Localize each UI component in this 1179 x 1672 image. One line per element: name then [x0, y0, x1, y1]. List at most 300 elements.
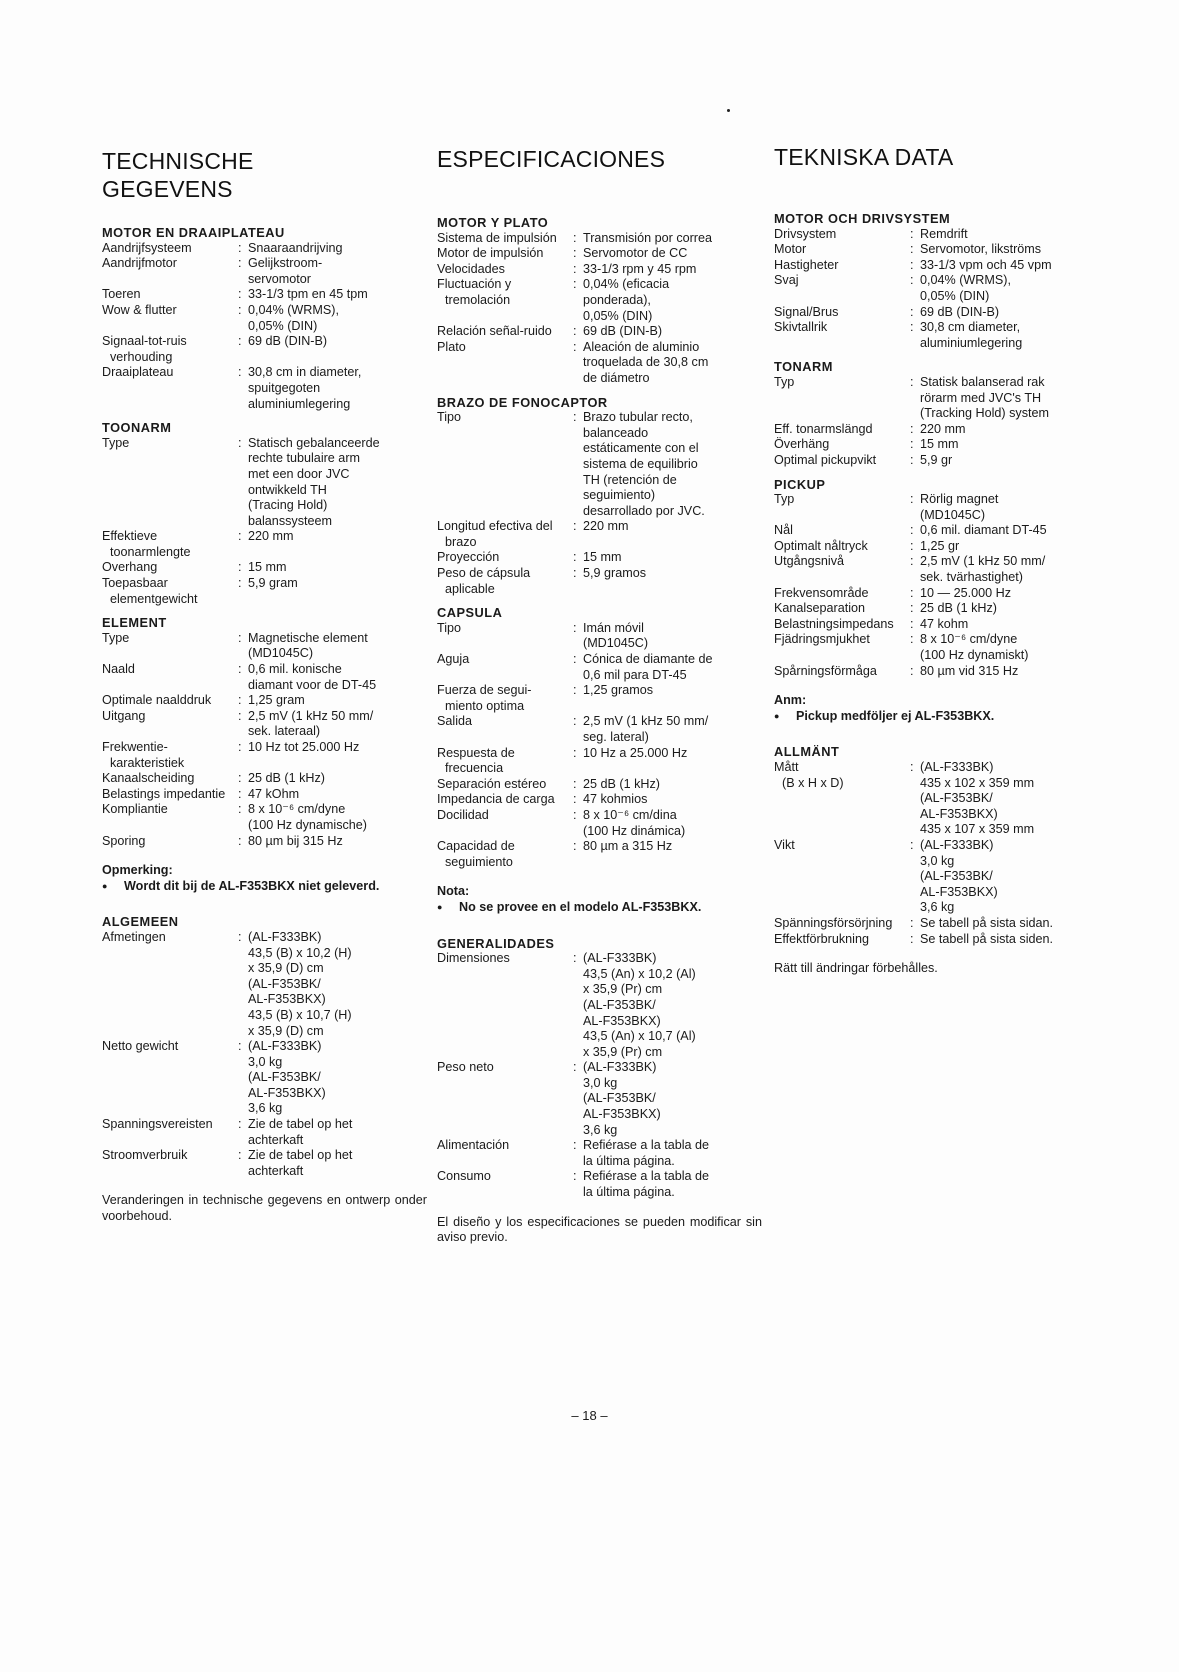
- colon-separator: :: [910, 421, 914, 436]
- spec-value: [238, 334, 427, 365]
- value-line: diamant voor de DT-45: [248, 677, 377, 692]
- value-lines: [583, 410, 705, 519]
- colon-separator: :: [238, 435, 242, 450]
- value-lines: [920, 258, 1052, 274]
- colon-separator: :: [910, 760, 914, 774]
- spec-value: [910, 320, 1099, 351]
- colon-separator: :: [573, 246, 577, 261]
- spec-label: [102, 256, 238, 287]
- colon-separator: :: [573, 951, 577, 966]
- value-lines: [248, 256, 322, 287]
- spec-value: [910, 916, 1099, 932]
- value-line: 8 x 10⁻⁶ cm/dyne: [248, 802, 346, 817]
- section-heading: MOTOR EN DRAAIPLATEAU: [102, 225, 285, 240]
- spec-label: [774, 916, 910, 932]
- section-heading: PICKUP: [774, 476, 826, 492]
- column-title: [437, 145, 762, 173]
- value-line: sistema de equilibrio: [583, 456, 698, 471]
- title-line: ESPECIFICACIONES: [437, 146, 666, 172]
- colon-separator: :: [573, 277, 577, 292]
- spec-row: [437, 746, 762, 777]
- spec-row: [774, 437, 1099, 453]
- value-line: x 35,9 (D) cm: [248, 1023, 324, 1038]
- value-line: 15 mm: [248, 560, 287, 575]
- spec-label: [102, 802, 238, 833]
- value-line: 47 kohm: [920, 616, 969, 631]
- spec-value: [573, 550, 762, 566]
- value-lines: [920, 539, 959, 555]
- label-line: Naald: [102, 662, 135, 677]
- section-heading: MOTOR Y PLATO: [437, 215, 549, 230]
- label-line: Overhang: [102, 560, 158, 575]
- value-line: AL-F353BKX): [920, 806, 998, 821]
- value-lines: [583, 777, 660, 793]
- spec-label: [102, 771, 238, 787]
- spec-value: [910, 242, 1099, 258]
- spec-row: [774, 601, 1099, 617]
- value-line: (AL-F333BK): [583, 951, 657, 966]
- value-line: (AL-F353BK/: [248, 976, 321, 991]
- spec-label: [437, 246, 573, 262]
- value-lines: [248, 787, 299, 803]
- spec-value: [238, 576, 427, 607]
- label-line: Signal/Brus: [774, 304, 839, 319]
- spec-value: [910, 586, 1099, 602]
- value-line: 80 µm a 315 Hz: [583, 839, 673, 854]
- label-line: Type: [102, 630, 130, 645]
- value-line: 69 dB (DIN-B): [920, 304, 1000, 319]
- spec-row: [437, 246, 762, 262]
- spec-value: [910, 932, 1099, 948]
- value-line: Imán móvil: [583, 620, 644, 635]
- spec-value: [910, 523, 1099, 539]
- spec-label: [774, 664, 910, 680]
- value-line: Statisch gebalanceerde: [248, 435, 380, 450]
- spec-row: [102, 709, 427, 740]
- spec-row: [774, 305, 1099, 321]
- label-line: Belastings impedantie: [102, 786, 226, 801]
- spec-value: [573, 683, 762, 714]
- value-lines: [248, 662, 376, 693]
- colon-separator: :: [910, 538, 914, 553]
- spec-row: [437, 652, 762, 683]
- value-line: Se tabell på sista sidan.: [920, 915, 1054, 930]
- spec-value: [238, 693, 427, 709]
- value-line: achterkaft: [248, 1132, 304, 1147]
- spec-label: [102, 1117, 238, 1148]
- spec-row: [774, 632, 1099, 663]
- spec-value: [238, 256, 427, 287]
- spec-label: [102, 709, 238, 740]
- colon-separator: :: [573, 807, 577, 822]
- spec-value: [910, 601, 1099, 617]
- spec-value: [238, 834, 427, 850]
- spec-row: [102, 693, 427, 709]
- label-line: Peso de cápsula: [437, 566, 531, 581]
- value-lines: [583, 1138, 709, 1169]
- spec-label: [102, 560, 238, 576]
- spec-value: [238, 662, 427, 693]
- value-line: 33-1/3 rpm y 45 rpm: [583, 261, 697, 276]
- spec-label: [102, 740, 238, 771]
- value-line: servomotor: [248, 271, 311, 286]
- label-line: frecuencia: [445, 761, 504, 776]
- value-line: rörarm med JVC's TH: [920, 390, 1042, 405]
- label-line: Sporing: [102, 833, 146, 848]
- value-line: 3,6 kg: [583, 1122, 618, 1137]
- value-line: 47 kohmios: [583, 792, 648, 807]
- value-lines: [920, 554, 1045, 585]
- footer-remark: Veranderingen in technische gegevens en ontwerp onder voorbehoud.: [102, 1193, 427, 1224]
- colon-separator: :: [238, 929, 242, 944]
- spec-label: [437, 808, 573, 839]
- spec-value: [910, 273, 1099, 304]
- spec-row: [437, 324, 762, 340]
- value-line: 0,04% (eficacia: [583, 277, 670, 292]
- spec-value: [573, 746, 762, 777]
- value-line: Servomotor, likströms: [920, 242, 1042, 257]
- spec-value: [238, 631, 427, 662]
- colon-separator: :: [573, 792, 577, 807]
- value-lines: [920, 453, 952, 469]
- note-title: Anm:: [774, 693, 807, 708]
- spec-label: [102, 631, 238, 662]
- colon-separator: :: [238, 693, 242, 708]
- value-line: 1,25 gram: [248, 693, 305, 708]
- spec-row: [102, 631, 427, 662]
- value-line: (MD1045C): [583, 636, 649, 651]
- spec-row: [437, 777, 762, 793]
- value-lines: [583, 231, 712, 247]
- value-line: 2,5 mV (1 kHz 50 mm/: [583, 714, 709, 729]
- spec-row: [437, 1138, 762, 1169]
- value-line: 10 Hz tot 25.000 Hz: [248, 740, 360, 754]
- spec-label: [437, 1169, 573, 1200]
- spec-row: [102, 365, 427, 412]
- column-spanish: [437, 145, 762, 1246]
- spec-row: [102, 529, 427, 560]
- section-heading: ALLMÄNT: [774, 744, 840, 760]
- value-line: (AL-F353BK/: [920, 869, 993, 884]
- label-line: Wow & flutter: [102, 302, 177, 317]
- value-lines: [583, 839, 672, 870]
- value-line: 33-1/3 vpm och 45 vpm: [920, 257, 1052, 272]
- spec-label: [437, 277, 573, 324]
- label-line: Frekvensområde: [774, 585, 869, 600]
- value-lines: [248, 334, 327, 365]
- label-line: Optimale naalddruk: [102, 693, 212, 708]
- value-line: 5,9 gr: [920, 452, 953, 467]
- value-lines: [583, 714, 708, 745]
- value-lines: [248, 1148, 352, 1179]
- value-line: 0,05% (DIN): [248, 318, 318, 333]
- spec-value: [910, 554, 1099, 585]
- spec-label: [437, 652, 573, 683]
- spec-row: [102, 256, 427, 287]
- spec-value: [573, 714, 762, 745]
- colon-separator: :: [238, 802, 242, 817]
- value-line: 3,0 kg: [583, 1075, 618, 1090]
- note-title: Nota:: [437, 884, 470, 899]
- value-line: (100 Hz dinámica): [583, 823, 686, 838]
- value-line: 43,5 (B) x 10,7 (H): [248, 1007, 352, 1022]
- value-line: AL-F353BKX): [583, 1107, 661, 1122]
- spec-row: [102, 1148, 427, 1179]
- value-line: AL-F353BKX): [583, 1013, 661, 1028]
- value-line: 30,8 cm diameter,: [920, 320, 1021, 335]
- value-lines: [583, 792, 647, 808]
- label-line: Salida: [437, 714, 473, 729]
- spec-label: [437, 746, 573, 777]
- spec-value: [238, 1117, 427, 1148]
- spec-label: [774, 242, 910, 258]
- value-lines: [920, 422, 966, 438]
- label-line: Netto gewicht: [102, 1039, 179, 1054]
- spec-row: [102, 740, 427, 771]
- spec-label: [774, 586, 910, 602]
- colon-separator: :: [573, 519, 577, 534]
- label-line: Utgångsnivå: [774, 554, 845, 569]
- spec-row: [774, 273, 1099, 304]
- spec-value: [238, 365, 427, 412]
- label-line: Tipo: [437, 410, 462, 425]
- value-line: Rörlig magnet: [920, 492, 999, 507]
- spec-row: [102, 1117, 427, 1148]
- spec-row: [437, 1169, 762, 1200]
- value-lines: [248, 365, 361, 412]
- spec-value: [910, 838, 1099, 916]
- spec-row: [437, 839, 762, 870]
- note-bullet: [437, 900, 762, 916]
- value-lines: [920, 586, 1011, 602]
- spec-row: [437, 792, 762, 808]
- page-number: – 18 –: [571, 1408, 608, 1423]
- value-line: balanssysteem: [248, 513, 332, 528]
- label-line: Effektförbrukning: [774, 931, 869, 946]
- value-line: Remdrift: [920, 226, 968, 241]
- spec-row: [102, 576, 427, 607]
- colon-separator: :: [238, 529, 242, 544]
- spec-row: [774, 523, 1099, 539]
- colon-separator: :: [910, 452, 914, 467]
- value-line: 5,9 gramos: [583, 566, 646, 581]
- value-line: 15 mm: [583, 550, 622, 565]
- spec-row: [437, 519, 762, 550]
- value-line: Snaaraandrijving: [248, 240, 343, 255]
- label-line: Svaj: [774, 273, 799, 288]
- value-line: 80 µm bij 315 Hz: [248, 833, 343, 848]
- spec-value: [573, 621, 762, 652]
- spec-value: [910, 632, 1099, 663]
- spec-row: [437, 683, 762, 714]
- footer-remark: Rätt till ändringar förbehålles.: [774, 961, 938, 976]
- spec-row: [774, 539, 1099, 555]
- spec-label: [774, 838, 910, 916]
- spec-value: [910, 227, 1099, 243]
- spec-label: [437, 340, 573, 387]
- value-line: Zie de tabel op het: [248, 1117, 353, 1132]
- value-lines: [920, 617, 968, 633]
- label-line: Toepasbaar: [102, 576, 168, 591]
- spec-value: [910, 492, 1099, 523]
- value-lines: [248, 576, 298, 607]
- footer-remark: El diseño y los especificaciones se pueden modificar sin aviso previo.: [437, 1214, 762, 1245]
- value-line: AL-F353BKX): [920, 884, 998, 899]
- value-line: 3,6 kg: [248, 1101, 283, 1116]
- spec-label: [102, 241, 238, 257]
- colon-separator: :: [238, 560, 242, 575]
- label-line: Velocidades: [437, 261, 505, 276]
- value-line: x 35,9 (Pr) cm: [583, 982, 663, 997]
- label-line: Capacidad de: [437, 839, 515, 854]
- spec-label: [774, 492, 910, 523]
- note-text: Wordt dit bij de AL-F353BKX niet geleverd.: [124, 878, 380, 893]
- spec-value: [573, 410, 762, 519]
- colon-separator: :: [573, 1169, 577, 1184]
- value-line: la última página.: [583, 1185, 675, 1200]
- spec-row: [437, 566, 762, 597]
- spec-label: [102, 436, 238, 530]
- spec-row: [102, 771, 427, 787]
- value-line: 3,6 kg: [920, 900, 955, 915]
- colon-separator: :: [238, 833, 242, 848]
- label-line: Fjädringsmjukhet: [774, 632, 870, 647]
- label-line: brazo: [445, 534, 477, 549]
- value-line: TH (retención de: [583, 472, 677, 487]
- value-line: 0,6 mil para DT-45: [583, 667, 687, 682]
- note-title: Opmerking:: [102, 863, 173, 878]
- spec-value: [573, 951, 762, 1060]
- value-lines: [920, 838, 998, 916]
- colon-separator: :: [573, 550, 577, 565]
- spec-value: [238, 1039, 427, 1117]
- value-line: 5,9 gram: [248, 576, 298, 591]
- value-lines: [583, 808, 685, 839]
- colon-separator: :: [573, 1060, 577, 1075]
- column-title: [774, 143, 1099, 171]
- colon-separator: :: [573, 566, 577, 581]
- value-lines: [583, 683, 653, 714]
- colon-separator: :: [910, 437, 914, 452]
- value-line: 1,25 gramos: [583, 683, 654, 698]
- spec-value: [910, 437, 1099, 453]
- spec-row: [774, 258, 1099, 274]
- spec-label: [437, 262, 573, 278]
- spec-label: [437, 566, 573, 597]
- value-line: (AL-F333BK): [920, 837, 994, 852]
- value-lines: [920, 227, 968, 243]
- value-line: seguimiento): [583, 488, 656, 503]
- spec-value: [238, 303, 427, 334]
- label-line: Alimentación: [437, 1138, 510, 1153]
- spec-label: [437, 1060, 573, 1138]
- value-line: 2,5 mV (1 kHz 50 mm/: [248, 708, 374, 723]
- value-line: 3,0 kg: [920, 853, 955, 868]
- value-lines: [583, 746, 687, 777]
- spec-label: [774, 601, 910, 617]
- note-block: [102, 863, 427, 894]
- value-line: Zie de tabel op het: [248, 1148, 353, 1163]
- spec-label: [102, 576, 238, 607]
- colon-separator: :: [238, 662, 242, 677]
- value-lines: [583, 277, 669, 324]
- value-line: Statisk balanserad rak: [920, 374, 1045, 389]
- value-lines: [248, 834, 343, 850]
- section-heading: BRAZO DE FONOCAPTOR: [437, 394, 608, 410]
- value-lines: [583, 1060, 661, 1138]
- value-line: Servomotor de CC: [583, 246, 688, 261]
- value-line: desarrollado por JVC.: [583, 503, 705, 518]
- value-lines: [920, 273, 1011, 304]
- spec-value: [910, 760, 1099, 838]
- spec-label: [437, 839, 573, 870]
- spec-row: [437, 951, 762, 1060]
- value-lines: [920, 320, 1022, 351]
- value-line: (MD1045C): [920, 507, 986, 522]
- label-line: Optimalt nåltryck: [774, 538, 868, 553]
- colon-separator: :: [910, 226, 914, 241]
- value-line: (100 Hz dynamiskt): [920, 648, 1029, 663]
- value-line: 0,05% (DIN): [583, 308, 653, 323]
- value-lines: [248, 1039, 326, 1117]
- value-lines: [583, 324, 662, 340]
- value-line: spuitgegoten: [248, 380, 321, 395]
- value-lines: [583, 951, 696, 1060]
- colon-separator: :: [910, 601, 914, 616]
- spec-row: [437, 277, 762, 324]
- label-line: Impedancia de carga: [437, 792, 555, 807]
- spec-value: [238, 436, 427, 530]
- spec-label: [102, 303, 238, 334]
- value-line: (Tracking Hold) system: [920, 406, 1049, 421]
- spec-value: [910, 453, 1099, 469]
- spec-label: [437, 792, 573, 808]
- label-line: Effektieve: [102, 529, 158, 544]
- spec-label: [437, 410, 573, 519]
- label-line: Aandrijfsysteem: [102, 240, 192, 255]
- spec-label: [102, 1039, 238, 1117]
- value-line: 8 x 10⁻⁶ cm/dyne: [920, 632, 1018, 647]
- value-lines: [920, 916, 1053, 932]
- spec-row: [437, 340, 762, 387]
- colon-separator: :: [910, 320, 914, 335]
- spec-row: [102, 560, 427, 576]
- value-lines: [583, 519, 629, 550]
- label-line: Överhäng: [774, 437, 830, 452]
- spec-label: [774, 554, 910, 585]
- label-line: Kanalseparation: [774, 601, 866, 616]
- colon-separator: :: [238, 302, 242, 317]
- colon-separator: :: [573, 745, 577, 760]
- spec-value: [910, 258, 1099, 274]
- spec-value: [573, 246, 762, 262]
- spec-label: [102, 334, 238, 365]
- bullet-icon: ●: [102, 880, 108, 891]
- spec-value: [573, 652, 762, 683]
- value-lines: [248, 287, 368, 303]
- label-line: Type: [102, 435, 130, 450]
- label-line: Fluctuación y: [437, 277, 512, 292]
- value-lines: [583, 246, 687, 262]
- value-line: (AL-F353BK/: [583, 1091, 656, 1106]
- spec-row: [774, 586, 1099, 602]
- spec-label: [102, 1148, 238, 1179]
- value-line: (AL-F333BK): [248, 929, 322, 944]
- colon-separator: :: [573, 652, 577, 667]
- value-line: 8 x 10⁻⁶ cm/dina: [583, 807, 677, 822]
- label-line: Fuerza de segui-: [437, 683, 532, 698]
- spec-row: [102, 334, 427, 365]
